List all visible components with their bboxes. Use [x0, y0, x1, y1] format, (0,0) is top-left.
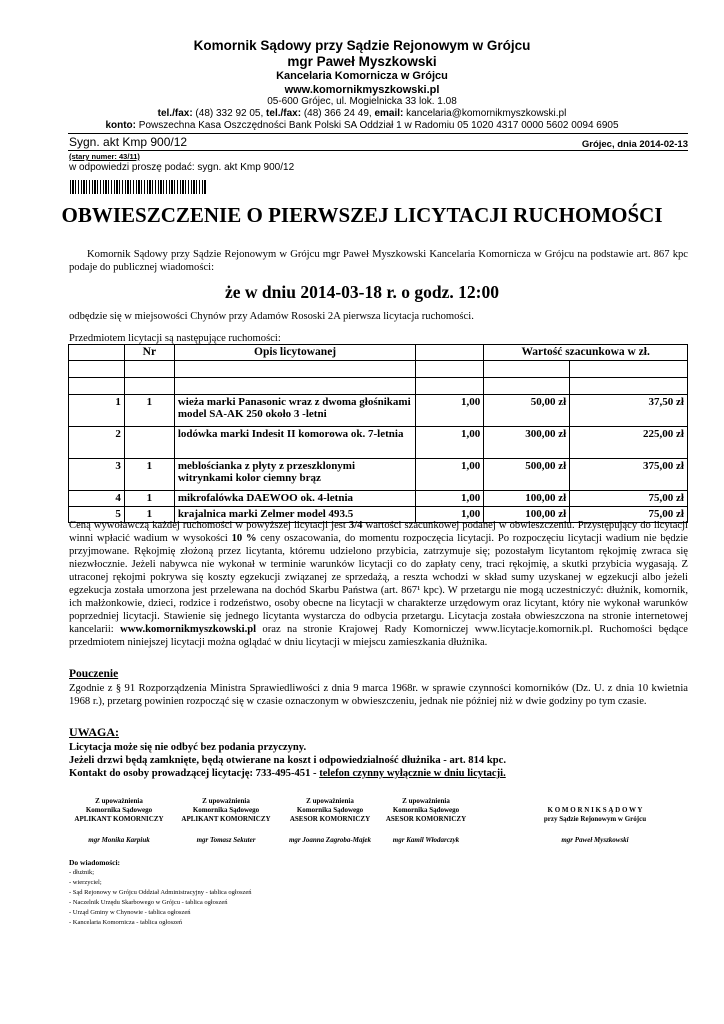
list-item: - Naczelnik Urzędu Skarbowego w Grójcu - tablica ogłoszeń	[69, 899, 228, 906]
terms-paragraph: Ceną wywoławczą każdej ruchomości w powyższej licytacji jest 3/4 wartości szacunkowej podanej w obwieszczeniu. Przystępujący do licytacji winni wpłacić wadium w wysokości 10 % ceny oszacowania, do momentu rozpoczęcia licytacji. Po rozpoczęciu licytacji wadium nie będzie przyjmowane. Rękojmię złożoną przez licytanta, któremu udzielono przybicia, zatrzymuje się; pozostałym licytantom rękojmię zwraca się niezwłocznie. Jeżeli nabywca nie wykonał w terminie warunków licytacji co do zapłaty ceny, traci rękojmię, a skutki przybicia wygasają. Z utraconej rękojmi pokrywa się koszty egzekucji związanej ze sprzedażą, a reszta wchodzi w skład sumy uzyskanej w egzekucji albo jeżeli egzekucja została umorzona jest przelewana na dochód Skarbu Państwa (art. 867¹ kpc). W przetargu nie mogą uczestniczyć: dłużnik, komornik, ich małżonkowie, dzieci, rodzice i rodzeństwo, osoby obecne na licytacji w charakterze urzędowym oraz licytant, który nie wykonał warunków poprzedniej licytacji. Stawienie się jednego licytanta wystarcza do odbycia przetargu. Licytacja została obwieszczona na stronie internetowej kancelarii: www.komornikmyszkowski.pl oraz na stronie Krajowej Rady Komorniczej www.licytacje.komornik.pl. Ruchomości będące przedmiotem niniejszej licytacji można oglądać w dniu licytacji w miejscu zamieszkania dłużnika.	[69, 520, 689, 648]
auction-location: odbędzie się w miejsowości Chynów przy Adamów Rososki 2A pierwsza licytacja ruchomości.	[69, 311, 474, 322]
tel2-number: (48) 366 24 49,	[301, 108, 375, 119]
list-item: - Sąd Rejonowy w Grójcu Oddział Administracyjny - tablica ogłoszeń	[69, 889, 252, 896]
konto-label: konto:	[105, 120, 136, 131]
table-row: 5 1 krajalnica marki Zelmer model 493.5 1,00 100,00 zł 75,00 zł	[69, 507, 688, 523]
chancellery-name: Kancelaria Komornicza w Grójcu	[276, 70, 448, 82]
uwaga-line3: Kontakt do osoby prowadzącej licytację: 733-495-451 - telefon czynny wyłącznie w dniu licytacji.	[69, 768, 506, 779]
signature-block-bailiff: K O M O R N I K S Ą D O W Y przy Sądzie Rejonowym w Grójcu	[543, 806, 647, 823]
tel2-label: tel./fax:	[266, 108, 302, 119]
document-title: OBWIESZCZENIE O PIERWSZEJ LICYTACJI RUCHOMOŚCI	[61, 203, 663, 227]
bank-account: Powszechna Kasa Oszczędności Bank Polski SA Oddział 1 w Radomiu 05 1020 4317 0000 5602 0094 6905	[136, 120, 619, 131]
signature-block: Z upoważnienia Komornika Sądowego ASESOR KOMORNICZY	[385, 797, 467, 823]
header-desc: Opis licytowanej	[174, 345, 416, 361]
tel-number: (48) 332 92 05,	[192, 108, 267, 119]
email-label: email:	[374, 108, 404, 119]
pouczenie-heading: Pouczenie	[69, 668, 119, 680]
signature-name: mgr Kamil Włodarczyk	[392, 836, 460, 844]
place-date: Grójec, dnia 2014-02-13	[581, 139, 688, 150]
table-intro: Przedmiotem licytacji są następujące ruchomości:	[69, 333, 281, 344]
intro-paragraph: Komornik Sądowy przy Sądzie Rejonowym w Grójcu mgr Paweł Myszkowski Kancelaria Komornicza w Grójcu na podstawie art. 867 kpc podaje do publicznej wiadomości:	[69, 249, 688, 273]
uwaga-line1: Licytacja może się nie odbyć bez podania przyczyny.	[69, 742, 307, 753]
bank-account-line	[0, 120, 724, 131]
old-case-number: (stary numer: 43/11)	[69, 152, 140, 161]
list-item: - Urząd Gminy w Chynowie - tablica ogłoszeń	[69, 909, 191, 916]
uwaga-heading: UWAGA:	[69, 725, 119, 739]
signature-name: mgr Tomasz Sekuter	[196, 836, 256, 844]
signature-block: Z upoważnienia Komornika Sądowego ASESOR KOMORNICZY	[289, 797, 371, 823]
signature-name: mgr Joanna Zagroba-Majek	[288, 836, 372, 844]
bailiff-office-name: Komornik Sądowy przy Sądzie Rejonowym w Grójcu	[193, 38, 531, 53]
tel-label: tel./fax:	[157, 108, 193, 119]
website-link[interactable]: www.komornikmyszkowski.pl	[120, 624, 257, 635]
table-blank-row	[69, 378, 688, 395]
case-number: Sygn. akt Kmp 900/12	[69, 135, 188, 149]
table-row: 3 1 meblościanka z płyty z przeszklonymi witrynkami kolor ciemny brąz 1,00 500,00 zł 375,00 zł	[69, 459, 688, 491]
header-value: Wartość szacunkowa w zł.	[484, 345, 688, 361]
table-blank-row	[69, 361, 688, 378]
contact-line	[0, 108, 724, 119]
bailiff-name: mgr Paweł Myszkowski	[287, 54, 437, 69]
header-divider	[68, 133, 688, 134]
items-table	[68, 344, 688, 523]
table-row: 1 1 wieża marki Panasonic wraz z dwoma głośnikami model SA-AK 250 około 3 -letni 1,00 50,00 zł 37,50 zł	[69, 395, 688, 427]
signature-name: mgr Paweł Myszkowski	[561, 836, 629, 844]
uwaga-line2: Jeżeli drzwi będą zamknięte, będą otwierane na koszt i odpowiedzialność dłużnika - art. 814 kpc.	[69, 755, 506, 766]
signature-name: mgr Monika Karpiuk	[88, 836, 150, 844]
signature-block: Z upoważnienia Komornika Sądowego APLIKANT KOMORNICZY	[74, 797, 164, 823]
header-nr: Nr	[124, 345, 174, 361]
list-item: - dłużnik;	[69, 869, 95, 876]
reference-divider	[68, 150, 688, 151]
reply-note: w odpowiedzi proszę podać: sygn. akt Kmp 900/12	[69, 162, 295, 173]
email-address[interactable]: kancelaria@komornikmyszkowski.pl	[403, 108, 567, 119]
table-header-row	[69, 345, 688, 361]
address: 05-600 Grójec, ul. Mogielnicka 33 lok. 1.08	[267, 96, 457, 107]
auction-date: że w dniu 2014-03-18 r. o godz. 12:00	[224, 282, 499, 302]
distribution-heading: Do wiadomości:	[69, 858, 121, 867]
website[interactable]: www.komornikmyszkowski.pl	[284, 84, 440, 96]
pouczenie-text: Zgodnie z § 91 Rozporządzenia Ministra Sprawiedliwości z dnia 9 marca 1968r. w sprawie czynności komorników (Dz. U. z dnia 10 kwietnia 1968 r.), przetarg powinien rozpocząć się w czasie oznaczonym w obwieszczeniu, jednak nie później niż w dwie godziny po tym czasie.	[69, 683, 688, 707]
list-item: - wierzyciel;	[69, 879, 102, 886]
signature-block: Z upoważnienia Komornika Sądowego APLIKANT KOMORNICZY	[181, 797, 271, 823]
case-barcode	[70, 180, 206, 194]
list-item: - Kancelaria Komornicza - tablica ogłoszeń	[69, 919, 183, 926]
table-row: 2 lodówka marki Indesit II komorowa ok. 7-letnia 1,00 300,00 zł 225,00 zł	[69, 427, 688, 459]
table-row: 4 1 mikrofalówka DAEWOO ok. 4-letnia 1,00 100,00 zł 75,00 zł	[69, 491, 688, 507]
